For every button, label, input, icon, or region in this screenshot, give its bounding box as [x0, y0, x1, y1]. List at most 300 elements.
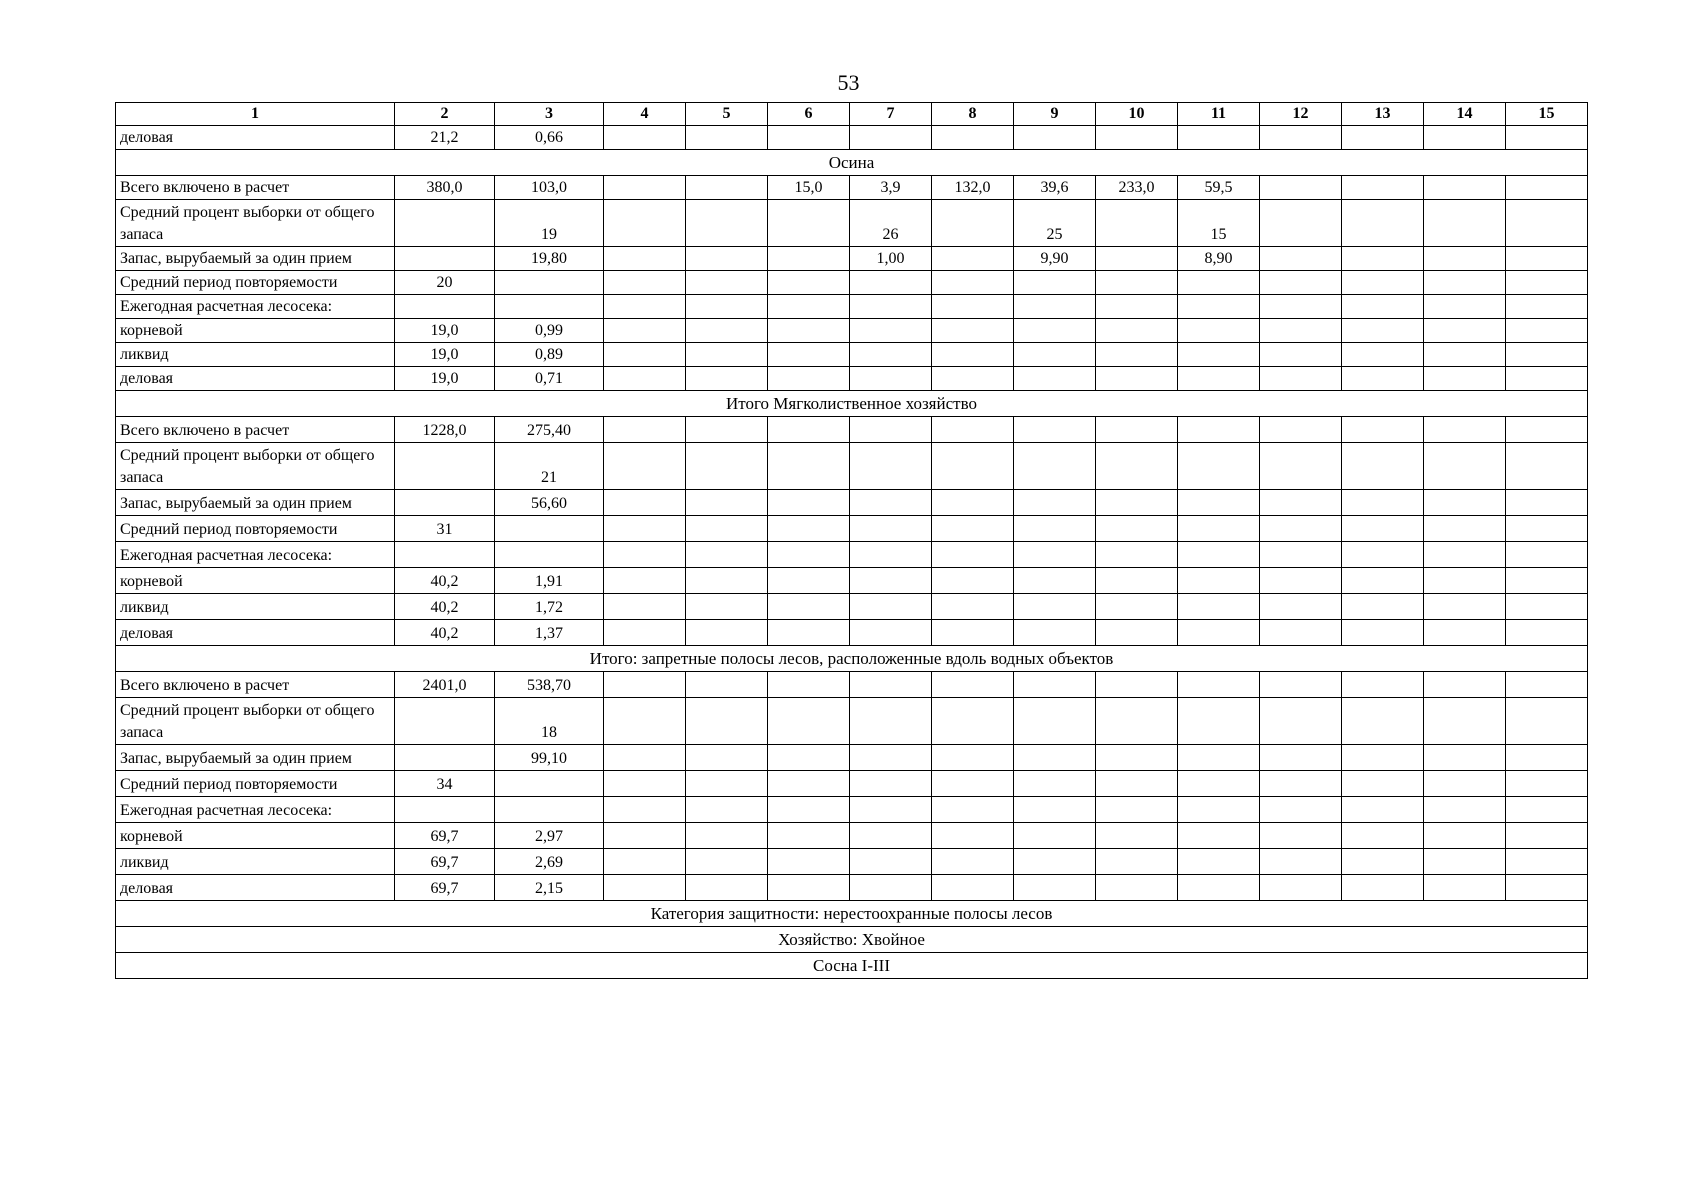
table-cell: [1506, 823, 1588, 849]
row-label: деловая: [116, 126, 395, 150]
table-cell: [850, 672, 932, 698]
table-cell: [932, 568, 1014, 594]
table-cell: [1096, 620, 1178, 646]
row-label: Средний период повторяемости: [116, 271, 395, 295]
table-row: [116, 875, 1588, 901]
table-cell: [1096, 594, 1178, 620]
table-cell: [1342, 797, 1424, 823]
table-cell: [1178, 271, 1260, 295]
section-heading: Категория защитности: нерестоохранные полосы лесов: [116, 901, 1588, 927]
table-cell: [850, 367, 932, 391]
table-cell: [686, 568, 768, 594]
table-cell: [1342, 875, 1424, 901]
table-cell: [1424, 745, 1506, 771]
section-heading-row: [116, 927, 1588, 953]
table-cell: [1260, 771, 1342, 797]
table-cell: [1342, 568, 1424, 594]
table-row: [116, 797, 1588, 823]
table-cell: [686, 771, 768, 797]
column-header: 14: [1424, 103, 1506, 126]
table-cell: [1424, 771, 1506, 797]
table-cell: [1014, 343, 1096, 367]
table-cell: [768, 672, 850, 698]
table-cell: [850, 490, 932, 516]
table-cell: [1506, 271, 1588, 295]
row-label: деловая: [116, 875, 395, 901]
row-label: Ежегодная расчетная лесосека:: [116, 797, 395, 823]
table-cell: 15: [1178, 200, 1260, 247]
table-cell: 99,10: [495, 745, 604, 771]
table-cell: [1342, 247, 1424, 271]
column-header: 5: [686, 103, 768, 126]
table-row: [116, 594, 1588, 620]
table-cell: [686, 542, 768, 568]
table-cell: [1178, 542, 1260, 568]
section-heading-row: [116, 646, 1588, 672]
table-cell: [1260, 271, 1342, 295]
section-heading-row: [116, 150, 1588, 176]
table-cell: [932, 343, 1014, 367]
table-cell: [1342, 620, 1424, 646]
table-row: [116, 542, 1588, 568]
column-header: 6: [768, 103, 850, 126]
table-cell: [1178, 568, 1260, 594]
table-cell: [604, 417, 686, 443]
table-cell: [1260, 200, 1342, 247]
table-cell: [1096, 771, 1178, 797]
table-cell: [1506, 295, 1588, 319]
table-cell: [1260, 176, 1342, 200]
table-cell: [1014, 849, 1096, 875]
table-cell: 1228,0: [395, 417, 495, 443]
table-row: [116, 295, 1588, 319]
table-cell: [1178, 771, 1260, 797]
table-cell: [1342, 176, 1424, 200]
table-cell: [1014, 568, 1096, 594]
table-cell: [1096, 516, 1178, 542]
table-row: [116, 568, 1588, 594]
row-label: ликвид: [116, 849, 395, 875]
table-cell: [1424, 568, 1506, 594]
table-cell: [604, 594, 686, 620]
table-cell: 19,0: [395, 343, 495, 367]
table-cell: [1178, 672, 1260, 698]
table-cell: [604, 771, 686, 797]
table-cell: [850, 797, 932, 823]
table-cell: 9,90: [1014, 247, 1096, 271]
table-cell: [1096, 295, 1178, 319]
table-cell: 69,7: [395, 823, 495, 849]
table-cell: [686, 295, 768, 319]
table-cell: 25: [1014, 200, 1096, 247]
table-cell: [1342, 849, 1424, 875]
table-cell: [1342, 698, 1424, 745]
table-cell: [1014, 295, 1096, 319]
table-cell: [850, 594, 932, 620]
table-cell: [768, 516, 850, 542]
table-row: [116, 698, 1588, 745]
table-cell: [1506, 849, 1588, 875]
table-cell: [1506, 343, 1588, 367]
table-cell: 0,71: [495, 367, 604, 391]
table-cell: [768, 875, 850, 901]
table-cell: 2,69: [495, 849, 604, 875]
table-row: [116, 849, 1588, 875]
table-cell: [686, 875, 768, 901]
table-cell: [850, 823, 932, 849]
table-cell: [686, 126, 768, 150]
row-label: Запас, вырубаемый за один прием: [116, 247, 395, 271]
table-cell: [1424, 176, 1506, 200]
table-cell: [686, 176, 768, 200]
table-cell: [768, 126, 850, 150]
table-cell: [1096, 319, 1178, 343]
table-cell: [604, 443, 686, 490]
table-cell: [768, 343, 850, 367]
table-cell: [1342, 343, 1424, 367]
table-cell: 21,2: [395, 126, 495, 150]
table-cell: [604, 319, 686, 343]
table-cell: [1506, 490, 1588, 516]
table-cell: 0,99: [495, 319, 604, 343]
table-cell: [1342, 367, 1424, 391]
row-label: Средний процент выборки от общего запаса: [116, 200, 395, 247]
column-header: 3: [495, 103, 604, 126]
row-label: Запас, вырубаемый за один прием: [116, 490, 395, 516]
table-cell: [768, 247, 850, 271]
table-cell: [768, 443, 850, 490]
table-cell: [1506, 417, 1588, 443]
table-cell: [768, 698, 850, 745]
table-row: [116, 443, 1588, 490]
table-cell: 19,0: [395, 367, 495, 391]
table-cell: [395, 490, 495, 516]
section-heading-row: [116, 391, 1588, 417]
table-cell: [1014, 797, 1096, 823]
table-cell: [686, 417, 768, 443]
table-cell: [1424, 620, 1506, 646]
table-cell: [1096, 568, 1178, 594]
table-cell: 26: [850, 200, 932, 247]
row-label: Всего включено в расчет: [116, 672, 395, 698]
table-cell: [850, 698, 932, 745]
table-cell: [932, 745, 1014, 771]
table-cell: [395, 200, 495, 247]
table-cell: 19,80: [495, 247, 604, 271]
table-cell: [495, 771, 604, 797]
table-cell: [932, 126, 1014, 150]
table-cell: [1506, 126, 1588, 150]
table-cell: [1178, 516, 1260, 542]
table-cell: [1260, 797, 1342, 823]
table-cell: [932, 295, 1014, 319]
table-cell: 21: [495, 443, 604, 490]
table-cell: [1014, 516, 1096, 542]
table-cell: [932, 875, 1014, 901]
column-header: 10: [1096, 103, 1178, 126]
table-cell: 39,6: [1014, 176, 1096, 200]
table-row: [116, 620, 1588, 646]
table-cell: [395, 295, 495, 319]
table-cell: [1178, 295, 1260, 319]
table-cell: [850, 568, 932, 594]
row-label: Ежегодная расчетная лесосека:: [116, 542, 395, 568]
table-cell: [1424, 875, 1506, 901]
table-cell: [1424, 443, 1506, 490]
table-cell: [395, 698, 495, 745]
column-header: 9: [1014, 103, 1096, 126]
table-cell: [1424, 200, 1506, 247]
table-cell: [1260, 443, 1342, 490]
table-cell: [768, 849, 850, 875]
table-row: [116, 417, 1588, 443]
table-cell: [1506, 698, 1588, 745]
table-cell: [768, 490, 850, 516]
table-cell: [850, 875, 932, 901]
table-cell: 69,7: [395, 875, 495, 901]
row-label: деловая: [116, 620, 395, 646]
table-cell: [932, 849, 1014, 875]
table-cell: [1260, 823, 1342, 849]
table-cell: [686, 343, 768, 367]
table-cell: [1506, 200, 1588, 247]
table-cell: 1,00: [850, 247, 932, 271]
table-cell: [686, 247, 768, 271]
table-cell: [395, 542, 495, 568]
table-cell: 15,0: [768, 176, 850, 200]
row-label: Средний период повторяемости: [116, 516, 395, 542]
table-cell: [604, 271, 686, 295]
table-cell: [850, 542, 932, 568]
table-cell: [768, 200, 850, 247]
table-cell: [932, 516, 1014, 542]
table-row: [116, 771, 1588, 797]
table-cell: [932, 200, 1014, 247]
table-cell: [1424, 126, 1506, 150]
table-cell: [495, 271, 604, 295]
row-label: корневой: [116, 319, 395, 343]
table-cell: [686, 443, 768, 490]
table-cell: [686, 797, 768, 823]
row-label: Средний период повторяемости: [116, 771, 395, 797]
table-cell: [850, 343, 932, 367]
table-cell: [604, 295, 686, 319]
table-cell: [932, 542, 1014, 568]
table-cell: [932, 367, 1014, 391]
table-cell: [1424, 247, 1506, 271]
table-cell: [1260, 672, 1342, 698]
table-cell: [1096, 367, 1178, 391]
table-cell: [1096, 247, 1178, 271]
table-cell: [495, 797, 604, 823]
table-cell: [1342, 126, 1424, 150]
table-cell: 132,0: [932, 176, 1014, 200]
table-cell: 2,97: [495, 823, 604, 849]
table-cell: [1260, 542, 1342, 568]
table-cell: 1,37: [495, 620, 604, 646]
table-cell: [686, 516, 768, 542]
table-cell: [1260, 126, 1342, 150]
table-cell: [1178, 367, 1260, 391]
table-cell: [768, 295, 850, 319]
table-cell: 1,72: [495, 594, 604, 620]
table-cell: [1178, 875, 1260, 901]
table-cell: [1506, 620, 1588, 646]
table-cell: 275,40: [495, 417, 604, 443]
table-cell: [1178, 823, 1260, 849]
table-cell: 8,90: [1178, 247, 1260, 271]
table-cell: [686, 823, 768, 849]
table-cell: [395, 797, 495, 823]
table-cell: [932, 771, 1014, 797]
table-cell: [1342, 490, 1424, 516]
table-cell: [495, 542, 604, 568]
table-cell: [1342, 443, 1424, 490]
table-cell: [1342, 672, 1424, 698]
table-cell: [1260, 594, 1342, 620]
table-cell: [1178, 319, 1260, 343]
table-cell: [932, 620, 1014, 646]
table-cell: [1424, 672, 1506, 698]
table-cell: [1096, 490, 1178, 516]
table-cell: [1014, 443, 1096, 490]
table-cell: [1096, 200, 1178, 247]
table-cell: [1014, 672, 1096, 698]
table-cell: [1342, 271, 1424, 295]
table-cell: [1014, 875, 1096, 901]
table-cell: 40,2: [395, 568, 495, 594]
row-label: корневой: [116, 568, 395, 594]
table-cell: [850, 271, 932, 295]
table-cell: [1342, 417, 1424, 443]
table-row: [116, 126, 1588, 150]
table-cell: [1014, 367, 1096, 391]
table-cell: [1424, 823, 1506, 849]
table-cell: [1424, 271, 1506, 295]
table-cell: [1342, 200, 1424, 247]
column-header: 12: [1260, 103, 1342, 126]
column-header: 15: [1506, 103, 1588, 126]
table-cell: [1424, 417, 1506, 443]
table-cell: [1424, 343, 1506, 367]
table-cell: [1342, 823, 1424, 849]
table-cell: [686, 319, 768, 343]
table-cell: [1424, 516, 1506, 542]
table-row: [116, 343, 1588, 367]
table-cell: 34: [395, 771, 495, 797]
table-cell: [1260, 247, 1342, 271]
table-cell: [1178, 745, 1260, 771]
table-cell: [1260, 367, 1342, 391]
table-cell: [1506, 875, 1588, 901]
table-cell: [1506, 771, 1588, 797]
table-cell: [1096, 745, 1178, 771]
table-cell: [1260, 568, 1342, 594]
table-cell: [768, 745, 850, 771]
table-cell: [1506, 176, 1588, 200]
table-cell: [1096, 823, 1178, 849]
table-cell: [1424, 849, 1506, 875]
row-label: Ежегодная расчетная лесосека:: [116, 295, 395, 319]
table-cell: 19,0: [395, 319, 495, 343]
table-cell: [850, 443, 932, 490]
table-cell: [1178, 594, 1260, 620]
column-header: 2: [395, 103, 495, 126]
table-cell: [1014, 542, 1096, 568]
table-cell: [1178, 698, 1260, 745]
table-cell: [604, 672, 686, 698]
table-cell: [1260, 516, 1342, 542]
table-cell: [495, 295, 604, 319]
table-cell: [686, 271, 768, 295]
table-cell: [850, 516, 932, 542]
table-cell: [1178, 490, 1260, 516]
table-cell: [1096, 849, 1178, 875]
section-heading-row: [116, 901, 1588, 927]
table-cell: [686, 200, 768, 247]
table-row: [116, 672, 1588, 698]
table-cell: [1506, 247, 1588, 271]
table-cell: [1014, 319, 1096, 343]
table-cell: [1096, 343, 1178, 367]
table-cell: [1506, 367, 1588, 391]
section-heading-row: [116, 953, 1588, 979]
table-cell: [604, 698, 686, 745]
table-cell: [932, 319, 1014, 343]
table-row: [116, 271, 1588, 295]
row-label: Всего включено в расчет: [116, 176, 395, 200]
table-cell: [1178, 443, 1260, 490]
table-cell: [1506, 672, 1588, 698]
table-cell: 31: [395, 516, 495, 542]
table-cell: [768, 823, 850, 849]
table-cell: [1014, 698, 1096, 745]
table-cell: [1424, 319, 1506, 343]
page-number: 53: [837, 70, 860, 95]
table-cell: [1260, 417, 1342, 443]
table-cell: [1506, 745, 1588, 771]
table-cell: 2,15: [495, 875, 604, 901]
table-cell: [604, 620, 686, 646]
table-cell: 59,5: [1178, 176, 1260, 200]
table-cell: [395, 745, 495, 771]
table-cell: 0,89: [495, 343, 604, 367]
table-cell: [604, 797, 686, 823]
table-cell: 20: [395, 271, 495, 295]
table-cell: 538,70: [495, 672, 604, 698]
table-cell: [850, 849, 932, 875]
table-cell: 19: [495, 200, 604, 247]
table-cell: [1260, 620, 1342, 646]
row-label: Средний процент выборки от общего запаса: [116, 698, 395, 745]
table-cell: [1260, 745, 1342, 771]
table-cell: [1260, 875, 1342, 901]
table-cell: [1424, 594, 1506, 620]
section-heading: Сосна I-III: [116, 953, 1588, 979]
table-cell: [1096, 672, 1178, 698]
table-cell: [850, 319, 932, 343]
table-cell: [850, 126, 932, 150]
table-cell: [1178, 620, 1260, 646]
table-cell: [604, 823, 686, 849]
table-cell: [1014, 490, 1096, 516]
table-cell: [495, 516, 604, 542]
table-cell: [686, 672, 768, 698]
table-cell: [395, 247, 495, 271]
table-cell: [932, 823, 1014, 849]
table-cell: [1096, 542, 1178, 568]
table-cell: [1424, 295, 1506, 319]
